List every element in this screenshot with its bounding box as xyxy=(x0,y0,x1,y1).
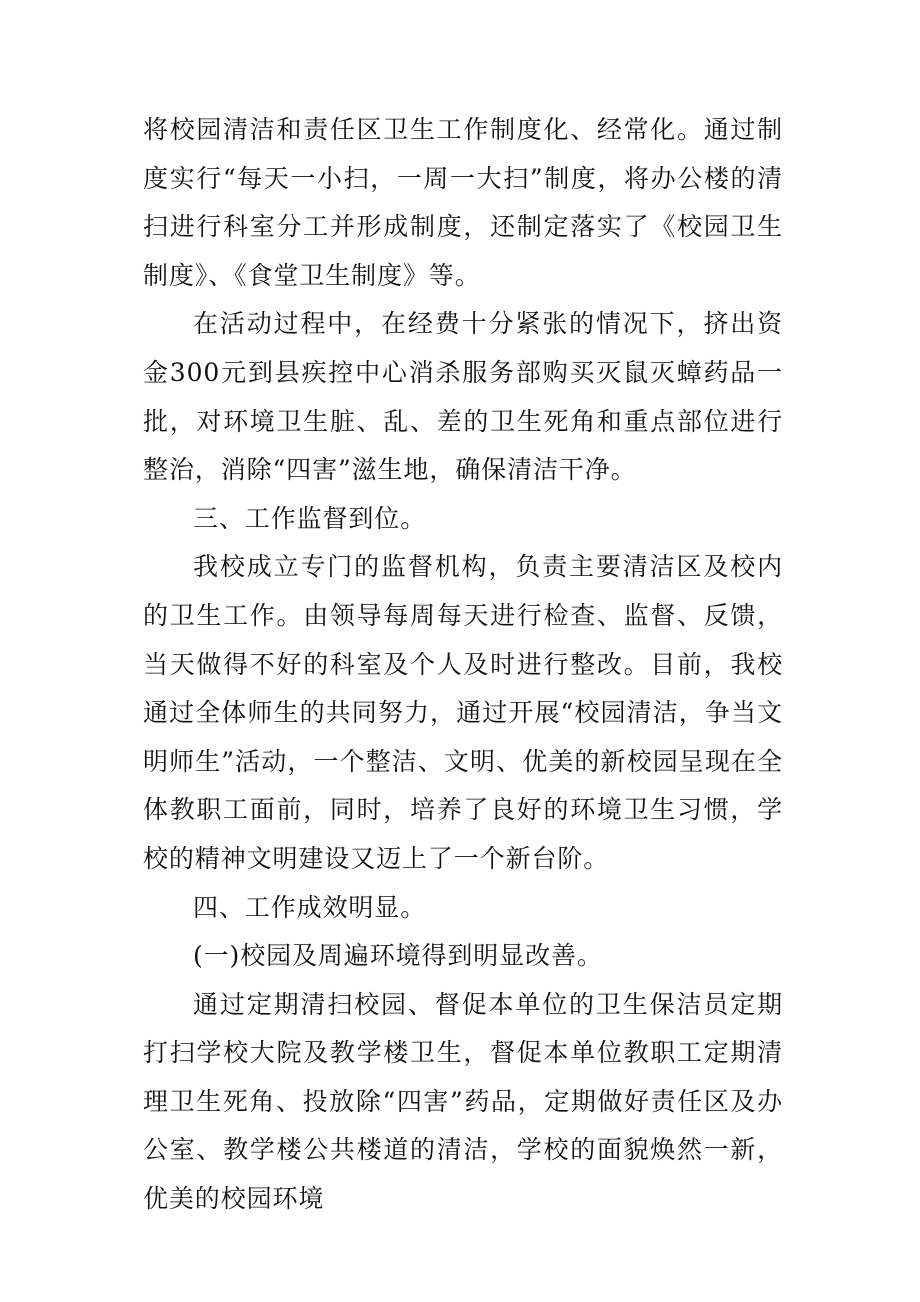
section-heading-3: 三、工作监督到位。 xyxy=(193,503,427,533)
paragraph-2: 在活动过程中，在经费十分紧张的情况下，挤出资金300元到县疾控中心消杀服务部购买灭鼠灭蟑药品一批，对环境卫生脏、乱、差的卫生死角和重点部位进行整治，消除“四害”滋生地，确保清洁干净。 xyxy=(143,309,783,485)
paragraph-1: 将校园清洁和责任区卫生工作制度化、经常化。通过制度实行“每天一小扫，一周一大扫”制度，将办公楼的清扫进行科室分工并形成制度，还制定落实了《校园卫生制度》、《食堂卫生制度》等。 xyxy=(143,115,783,290)
section-heading-4: 四、工作成效明显。 xyxy=(193,892,427,922)
paragraph-4: 我校成立专门的监督机构，负责主要清洁区及校内的卫生工作。由领导每周每天进行检查、监督、反馈，当天做得不好的科室及个人及时进行整改。目前，我校通过全体师生的共同努力，通过开展“校园清洁，争当文明师生”活动，一个整洁、文明、优美的新校园呈现在全体教职工面前，同时，培养了良好的环境卫生习惯，学校的精神文明建设又迈上了一个新台阶。 xyxy=(143,552,783,873)
paragraph-7: 通过定期清扫校园、督促本单位的卫生保洁员定期打扫学校大院及教学楼卫生，督促本单位教职工定期清理卫生死角、投放除“四害”药品，定期做好责任区及办公室、教学楼公共楼道的清洁，学校的面貌焕然一新，优美的校园环境 xyxy=(143,989,783,1214)
subsection-heading-1: (一)校园及周遍环境得到明显改善。 xyxy=(193,941,603,971)
document-body xyxy=(143,106,783,1224)
